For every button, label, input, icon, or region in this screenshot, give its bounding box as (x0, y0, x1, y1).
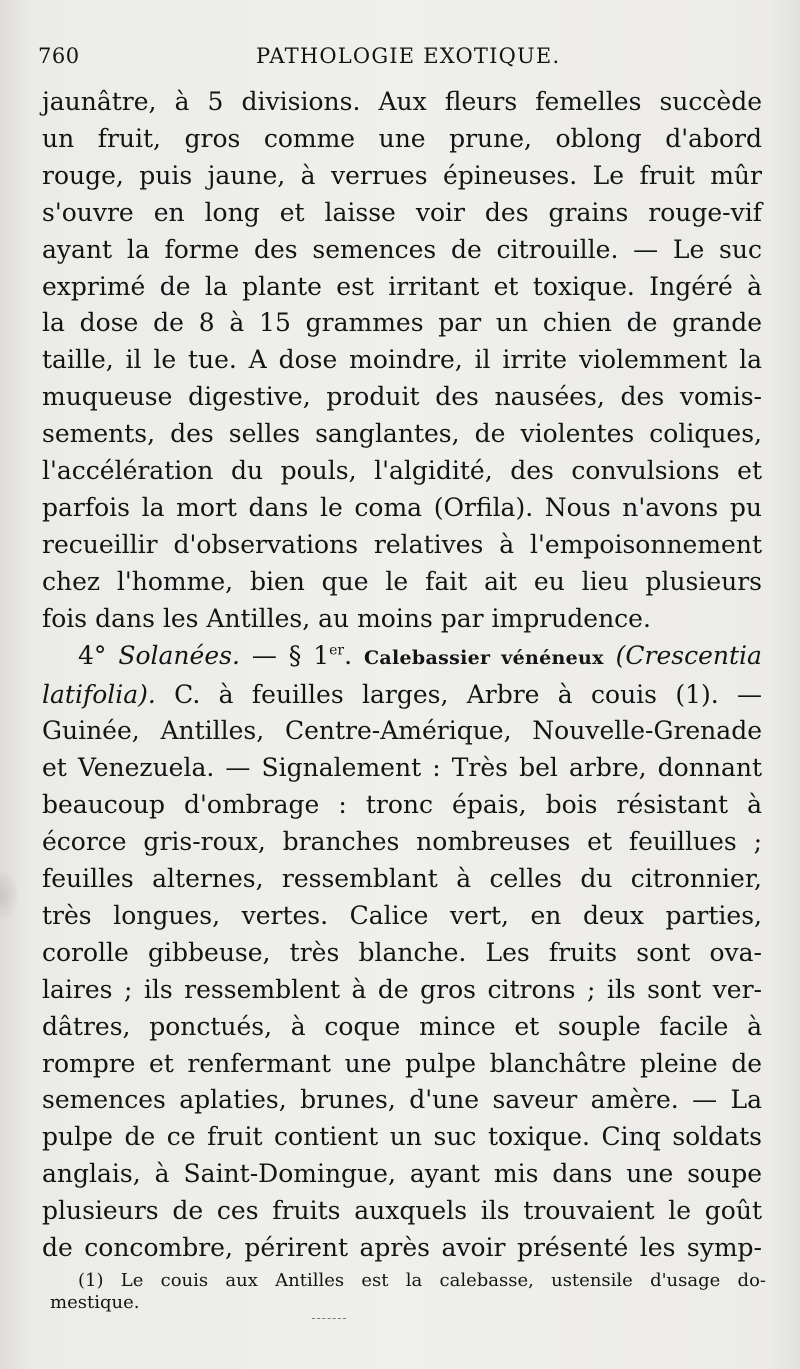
latin-name-open: (Crescentia (615, 640, 762, 670)
footnote-line: mestique. (50, 1292, 140, 1313)
section-line (42, 677, 762, 714)
text-line: chez l'homme, bien que le fait ait eu lieu plusieurs (42, 566, 762, 596)
section-line: plusieurs de ces fruits auxquels ils trouvaient le goût (42, 1196, 762, 1226)
latin-name-close: latifolia). (42, 679, 156, 709)
section-dash: — (251, 640, 277, 670)
section-line: corolle gibbeuse, très blanche. Les fruits sont ova- (42, 937, 762, 967)
section-heading-line: 4° Solanées. — § 1er. Calebassier vénéneux (Crescentia (78, 640, 762, 670)
signature-mark (312, 1318, 346, 1321)
footnote (50, 1270, 766, 1314)
footnote-line: (1) Le couis aux Antilles est la calebasse, ustensile d'usage do- (78, 1270, 766, 1291)
text-line: rouge, puis jaune, à verrues épineuses. Le fruit mûr (42, 160, 762, 190)
section-line: anglais, à Saint-Domingue, ayant mis dans une soupe (42, 1159, 762, 1189)
text-line: l'accélération du pouls, l'algidité, des convulsions et (42, 456, 762, 486)
text-line: s'ouvre en long et laisse voir des grains rouge-vif (42, 197, 762, 227)
page-number: 760 (38, 44, 80, 68)
text-line: exprimé de la plante est irritant et toxique. Ingéré à (42, 271, 762, 301)
section-line: Guinée, Antilles, Centre-Amérique, Nouvelle-Grenade (42, 716, 762, 746)
page-smudge (0, 870, 18, 920)
section-number: 4° (78, 640, 107, 670)
section-line: feuilles alternes, ressemblant à celles du citronnier, (42, 864, 762, 894)
text-line: recueillir d'observations relatives à l'empoisonnement (42, 529, 762, 559)
plant-name: Calebassier vénéneux (363, 646, 604, 669)
section-line-rest: C. à feuilles larges, Arbre à couis (1). — (155, 679, 762, 709)
section-line: rompre et renfermant une pulpe blanchâtre pleine de (42, 1048, 762, 1078)
section-line: écorce gris-roux, branches nombreuses et feuillues ; (42, 827, 762, 857)
text-line: un fruit, gros comme une prune, oblong d'abord (42, 123, 762, 153)
section-line: et Venezuela. — Signalement : Très bel arbre, donnant (42, 753, 762, 783)
section-line: très longues, vertes. Calice vert, en deux parties, (42, 900, 762, 930)
page-header (38, 40, 768, 76)
text-line: sements, des selles sanglantes, de violentes coliques, (42, 419, 762, 449)
text-line: la dose de 8 à 15 grammes par un chien de grande (42, 308, 762, 338)
section-group: Solanées. (118, 640, 240, 670)
text-line: fois dans les Antilles, au moins par imprudence. (42, 603, 651, 633)
section-line: de concombre, périrent après avoir présenté les symp- (42, 1233, 762, 1263)
section-line: pulpe de ce fruit contient un suc toxique. Cinq soldats (42, 1122, 762, 1152)
section-line: laires ; ils ressemblent à de gros citrons ; ils sont ver- (42, 974, 762, 1004)
section-line: dâtres, ponctués, à coque mince et souple facile à (42, 1011, 762, 1041)
section-line: semences aplaties, brunes, d'une saveur amère. — La (42, 1085, 762, 1115)
paragraph-mark: § 1 (288, 640, 330, 670)
running-title: PATHOLOGIE EXOTIQUE. (256, 44, 561, 68)
text-line: parfois la mort dans le coma (Orfila). Nous n'avons pu (42, 492, 762, 522)
section-line: beaucoup d'ombrage : tronc épais, bois résistant à (42, 790, 762, 820)
body-text (42, 84, 762, 1267)
text-line: ayant la forme des semences de citrouille. — Le suc (42, 234, 762, 264)
paragraph-sup: er (329, 642, 345, 659)
text-line: muqueuse digestive, produit des nausées, des vomis- (42, 382, 762, 412)
text-line: taille, il le tue. A dose moindre, il irrite violemment la (42, 345, 762, 375)
text-line: jaunâtre, à 5 divisions. Aux fleurs femelles succède (42, 87, 762, 116)
